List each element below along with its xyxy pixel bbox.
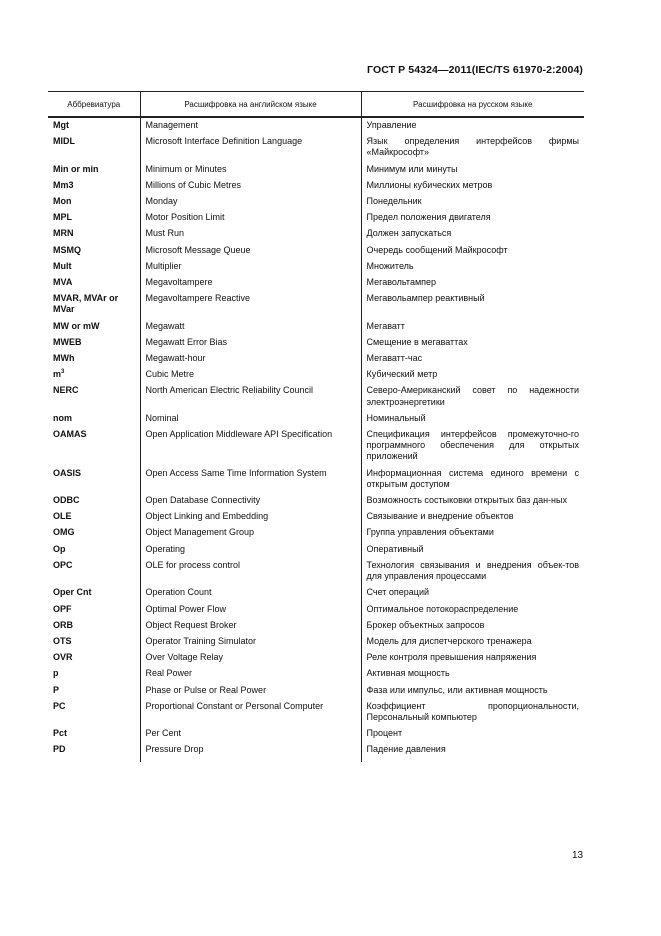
table-row bbox=[48, 291, 584, 318]
table-body bbox=[48, 117, 584, 762]
russian-expansion-cell: Очередь сообщений Майкрософт bbox=[361, 243, 584, 259]
abbreviation-cell bbox=[48, 726, 140, 742]
abbreviation-cell bbox=[48, 650, 140, 666]
abbreviation-cell bbox=[48, 194, 140, 210]
abbreviation-text: P bbox=[53, 684, 60, 695]
russian-expansion-cell: Кубический метр bbox=[361, 367, 584, 383]
table-row bbox=[48, 162, 584, 178]
russian-expansion-cell: Процент bbox=[361, 726, 584, 742]
abbreviation-cell bbox=[48, 427, 140, 466]
abbreviation-text: Mm3 bbox=[53, 179, 74, 190]
english-expansion-cell: Must Run bbox=[140, 226, 361, 242]
russian-expansion-cell: Оптимальное потокораспределение bbox=[361, 602, 584, 618]
english-expansion-cell: Multiplier bbox=[140, 259, 361, 275]
russian-expansion-cell: Реле контроля превышения напряжения bbox=[361, 650, 584, 666]
english-expansion-cell: Management bbox=[140, 117, 361, 134]
russian-expansion-cell: Мегавольампер реактивный bbox=[361, 291, 584, 318]
russian-expansion-cell: Мегаватт bbox=[361, 319, 584, 335]
russian-expansion-cell: Коэффициент пропорциональности, Персональный компьютер bbox=[361, 699, 584, 726]
english-expansion-cell: Operation Count bbox=[140, 585, 361, 601]
abbreviation-text: PD bbox=[53, 744, 66, 755]
russian-expansion-cell: Модель для диспетчерского тренажера bbox=[361, 634, 584, 650]
abbreviation-text: MSMQ bbox=[53, 244, 81, 255]
russian-expansion-cell: Оперативный bbox=[361, 542, 584, 558]
abbreviation-text: NERC bbox=[53, 385, 79, 396]
russian-expansion-cell: Мегавольтампер bbox=[361, 275, 584, 291]
table-row bbox=[48, 259, 584, 275]
abbreviation-text: Pct bbox=[53, 728, 68, 739]
abbreviation-cell bbox=[48, 259, 140, 275]
abbreviation-cell bbox=[48, 585, 140, 601]
russian-expansion-cell: Брокер объектных запросов bbox=[361, 618, 584, 634]
table-row bbox=[48, 466, 584, 493]
abbreviation-cell bbox=[48, 383, 140, 410]
abbreviation-text: MPL bbox=[53, 212, 72, 223]
abbreviation-cell bbox=[48, 558, 140, 585]
table-row bbox=[48, 243, 584, 259]
russian-expansion-cell: Падение давления bbox=[361, 742, 584, 761]
english-expansion-cell: Open Database Connectivity bbox=[140, 493, 361, 509]
abbreviation-text: OPF bbox=[53, 603, 72, 614]
abbreviation-text: MVAR, MVAr or MVar bbox=[53, 293, 119, 315]
english-expansion-cell: Object Request Broker bbox=[140, 618, 361, 634]
russian-expansion-cell: Спецификация интерфейсов промежуточно-го программного обеспечения для открытых приложений bbox=[361, 427, 584, 466]
abbreviation-text: PC bbox=[53, 700, 66, 711]
abbreviation-cell bbox=[48, 351, 140, 367]
abbreviation-superscript: 3 bbox=[61, 369, 65, 376]
table-row bbox=[48, 383, 584, 410]
english-expansion-cell: Minimum or Minutes bbox=[140, 162, 361, 178]
abbreviation-text: Op bbox=[53, 543, 66, 554]
table-row bbox=[48, 411, 584, 427]
abbreviation-text: Mon bbox=[53, 196, 72, 207]
abbreviation-text: OAMAS bbox=[53, 429, 87, 440]
abbreviation-cell bbox=[48, 226, 140, 242]
english-expansion-cell: Object Management Group bbox=[140, 525, 361, 541]
russian-expansion-cell: Мегаватт-час bbox=[361, 351, 584, 367]
english-expansion-cell: Phase or Pulse or Real Power bbox=[140, 683, 361, 699]
abbreviation-cell bbox=[48, 493, 140, 509]
russian-expansion-cell: Минимум или минуты bbox=[361, 162, 584, 178]
table-row bbox=[48, 226, 584, 242]
english-expansion-cell: Operator Training Simulator bbox=[140, 634, 361, 650]
russian-expansion-cell: Северо-Американский совет по надежности электроэнергетики bbox=[361, 383, 584, 410]
english-expansion-cell: Open Application Middleware API Specification bbox=[140, 427, 361, 466]
abbreviation-cell bbox=[48, 634, 140, 650]
abbreviation-text: p bbox=[53, 668, 59, 679]
abbreviation-text: ODBC bbox=[53, 495, 80, 506]
table-row bbox=[48, 602, 584, 618]
english-expansion-cell: Proportional Constant or Personal Computer bbox=[140, 699, 361, 726]
abbreviation-text: Mult bbox=[53, 260, 72, 271]
english-expansion-cell: Optimal Power Flow bbox=[140, 602, 361, 618]
english-expansion-cell: Pressure Drop bbox=[140, 742, 361, 761]
russian-expansion-cell: Язык определения интерфейсов фирмы «Майкрософт» bbox=[361, 134, 584, 161]
english-expansion-cell: Over Voltage Relay bbox=[140, 650, 361, 666]
abbreviation-cell bbox=[48, 742, 140, 761]
table-row bbox=[48, 742, 584, 761]
table-row bbox=[48, 427, 584, 466]
abbreviation-text: MRN bbox=[53, 228, 74, 239]
column-header-russian: Расшифровка на русском языке bbox=[361, 92, 584, 118]
abbreviation-cell bbox=[48, 291, 140, 318]
abbreviation-text: MIDL bbox=[53, 136, 75, 147]
russian-expansion-cell: Смещение в мегаваттах bbox=[361, 335, 584, 351]
table-row bbox=[48, 319, 584, 335]
russian-expansion-cell: Номинальный bbox=[361, 411, 584, 427]
english-expansion-cell: Nominal bbox=[140, 411, 361, 427]
page-number: 13 bbox=[572, 850, 584, 861]
russian-expansion-cell: Фаза или импульс, или активная мощность bbox=[361, 683, 584, 699]
abbreviation-cell bbox=[48, 178, 140, 194]
english-expansion-cell: Megawatt-hour bbox=[140, 351, 361, 367]
document-header-title: ГОСТ Р 54324—2011(IEC/TS 61970-2:2004) bbox=[367, 64, 583, 76]
abbreviation-text: ORB bbox=[53, 619, 73, 630]
abbreviation-text: OMG bbox=[53, 527, 75, 538]
english-expansion-cell: Microsoft Message Queue bbox=[140, 243, 361, 259]
abbreviation-text: m bbox=[53, 369, 62, 380]
abbreviation-cell bbox=[48, 683, 140, 699]
abbreviation-text: MW or mW bbox=[53, 320, 100, 331]
russian-expansion-cell: Группа управления объектами bbox=[361, 525, 584, 541]
abbreviation-text: Min or min bbox=[53, 163, 99, 174]
table-row bbox=[48, 585, 584, 601]
abbreviations-table bbox=[48, 91, 584, 762]
english-expansion-cell: Monday bbox=[140, 194, 361, 210]
abbreviation-cell bbox=[48, 509, 140, 525]
abbreviation-text: OPC bbox=[53, 559, 73, 570]
table-row bbox=[48, 634, 584, 650]
english-expansion-cell: North American Electric Reliability Council bbox=[140, 383, 361, 410]
table-row bbox=[48, 542, 584, 558]
abbreviation-text: nom bbox=[53, 412, 72, 423]
english-expansion-cell: Open Access Same Time Information System bbox=[140, 466, 361, 493]
english-expansion-cell: OLE for process control bbox=[140, 558, 361, 585]
english-expansion-cell: Megawatt Error Bias bbox=[140, 335, 361, 351]
abbreviation-cell bbox=[48, 542, 140, 558]
english-expansion-cell: Per Cent bbox=[140, 726, 361, 742]
russian-expansion-cell: Должен запускаться bbox=[361, 226, 584, 242]
abbreviation-cell bbox=[48, 525, 140, 541]
table-row bbox=[48, 666, 584, 682]
table-row bbox=[48, 178, 584, 194]
abbreviation-cell bbox=[48, 335, 140, 351]
abbreviation-cell bbox=[48, 666, 140, 682]
table-row bbox=[48, 683, 584, 699]
english-expansion-cell: Millions of Cubic Metres bbox=[140, 178, 361, 194]
column-header-abbreviation: Аббревиатура bbox=[48, 92, 140, 118]
english-expansion-cell: Microsoft Interface Definition Language bbox=[140, 134, 361, 161]
abbreviation-cell bbox=[48, 699, 140, 726]
russian-expansion-cell: Связывание и внедрение объектов bbox=[361, 509, 584, 525]
abbreviation-text: Oper Cnt bbox=[53, 587, 92, 598]
table-row bbox=[48, 210, 584, 226]
english-expansion-cell: Motor Position Limit bbox=[140, 210, 361, 226]
table-row bbox=[48, 367, 584, 383]
table-row bbox=[48, 117, 584, 134]
table-row bbox=[48, 351, 584, 367]
table-row bbox=[48, 699, 584, 726]
english-expansion-cell: Object Linking and Embedding bbox=[140, 509, 361, 525]
abbreviation-cell bbox=[48, 367, 140, 383]
english-expansion-cell: Megavoltampere bbox=[140, 275, 361, 291]
table-row bbox=[48, 335, 584, 351]
russian-expansion-cell: Информационная система единого времени с открытым доступом bbox=[361, 466, 584, 493]
table-row bbox=[48, 650, 584, 666]
table-row bbox=[48, 525, 584, 541]
abbreviation-text: Mgt bbox=[53, 120, 69, 130]
abbreviation-cell bbox=[48, 243, 140, 259]
english-expansion-cell: Real Power bbox=[140, 666, 361, 682]
abbreviation-text: OLE bbox=[53, 511, 72, 522]
abbreviation-text: MWh bbox=[53, 353, 75, 364]
russian-expansion-cell: Активная мощность bbox=[361, 666, 584, 682]
english-expansion-cell: Cubic Metre bbox=[140, 367, 361, 383]
abbreviation-cell bbox=[48, 618, 140, 634]
abbreviation-cell bbox=[48, 411, 140, 427]
table-row bbox=[48, 134, 584, 161]
abbreviation-cell bbox=[48, 275, 140, 291]
russian-expansion-cell: Счет операций bbox=[361, 585, 584, 601]
table-row bbox=[48, 194, 584, 210]
russian-expansion-cell: Управление bbox=[361, 117, 584, 134]
russian-expansion-cell: Предел положения двигателя bbox=[361, 210, 584, 226]
abbreviation-cell bbox=[48, 210, 140, 226]
abbreviation-cell bbox=[48, 134, 140, 161]
abbreviation-text: OTS bbox=[53, 635, 72, 646]
table-header-row bbox=[48, 92, 584, 118]
table-row bbox=[48, 493, 584, 509]
table-row bbox=[48, 275, 584, 291]
abbreviation-text: MWEB bbox=[53, 336, 82, 347]
english-expansion-cell: Megavoltampere Reactive bbox=[140, 291, 361, 318]
abbreviation-cell bbox=[48, 162, 140, 178]
abbreviation-text: OASIS bbox=[53, 467, 82, 478]
english-expansion-cell: Megawatt bbox=[140, 319, 361, 335]
russian-expansion-cell: Возможность состыковки открытых баз дан-ных bbox=[361, 493, 584, 509]
table-row bbox=[48, 558, 584, 585]
abbreviation-cell bbox=[48, 466, 140, 493]
table-row bbox=[48, 726, 584, 742]
table-row bbox=[48, 509, 584, 525]
table-row bbox=[48, 618, 584, 634]
russian-expansion-cell: Технология связывания и внедрения объек-тов для управления процессами bbox=[361, 558, 584, 585]
russian-expansion-cell: Понедельник bbox=[361, 194, 584, 210]
english-expansion-cell: Operating bbox=[140, 542, 361, 558]
abbreviation-cell bbox=[48, 117, 140, 134]
russian-expansion-cell: Миллионы кубических метров bbox=[361, 178, 584, 194]
abbreviation-cell bbox=[48, 602, 140, 618]
abbreviation-text: MVA bbox=[53, 277, 73, 288]
abbreviation-cell bbox=[48, 319, 140, 335]
column-header-english: Расшифровка на английском языке bbox=[140, 92, 361, 118]
russian-expansion-cell: Множитель bbox=[361, 259, 584, 275]
abbreviation-text: OVR bbox=[53, 652, 73, 663]
